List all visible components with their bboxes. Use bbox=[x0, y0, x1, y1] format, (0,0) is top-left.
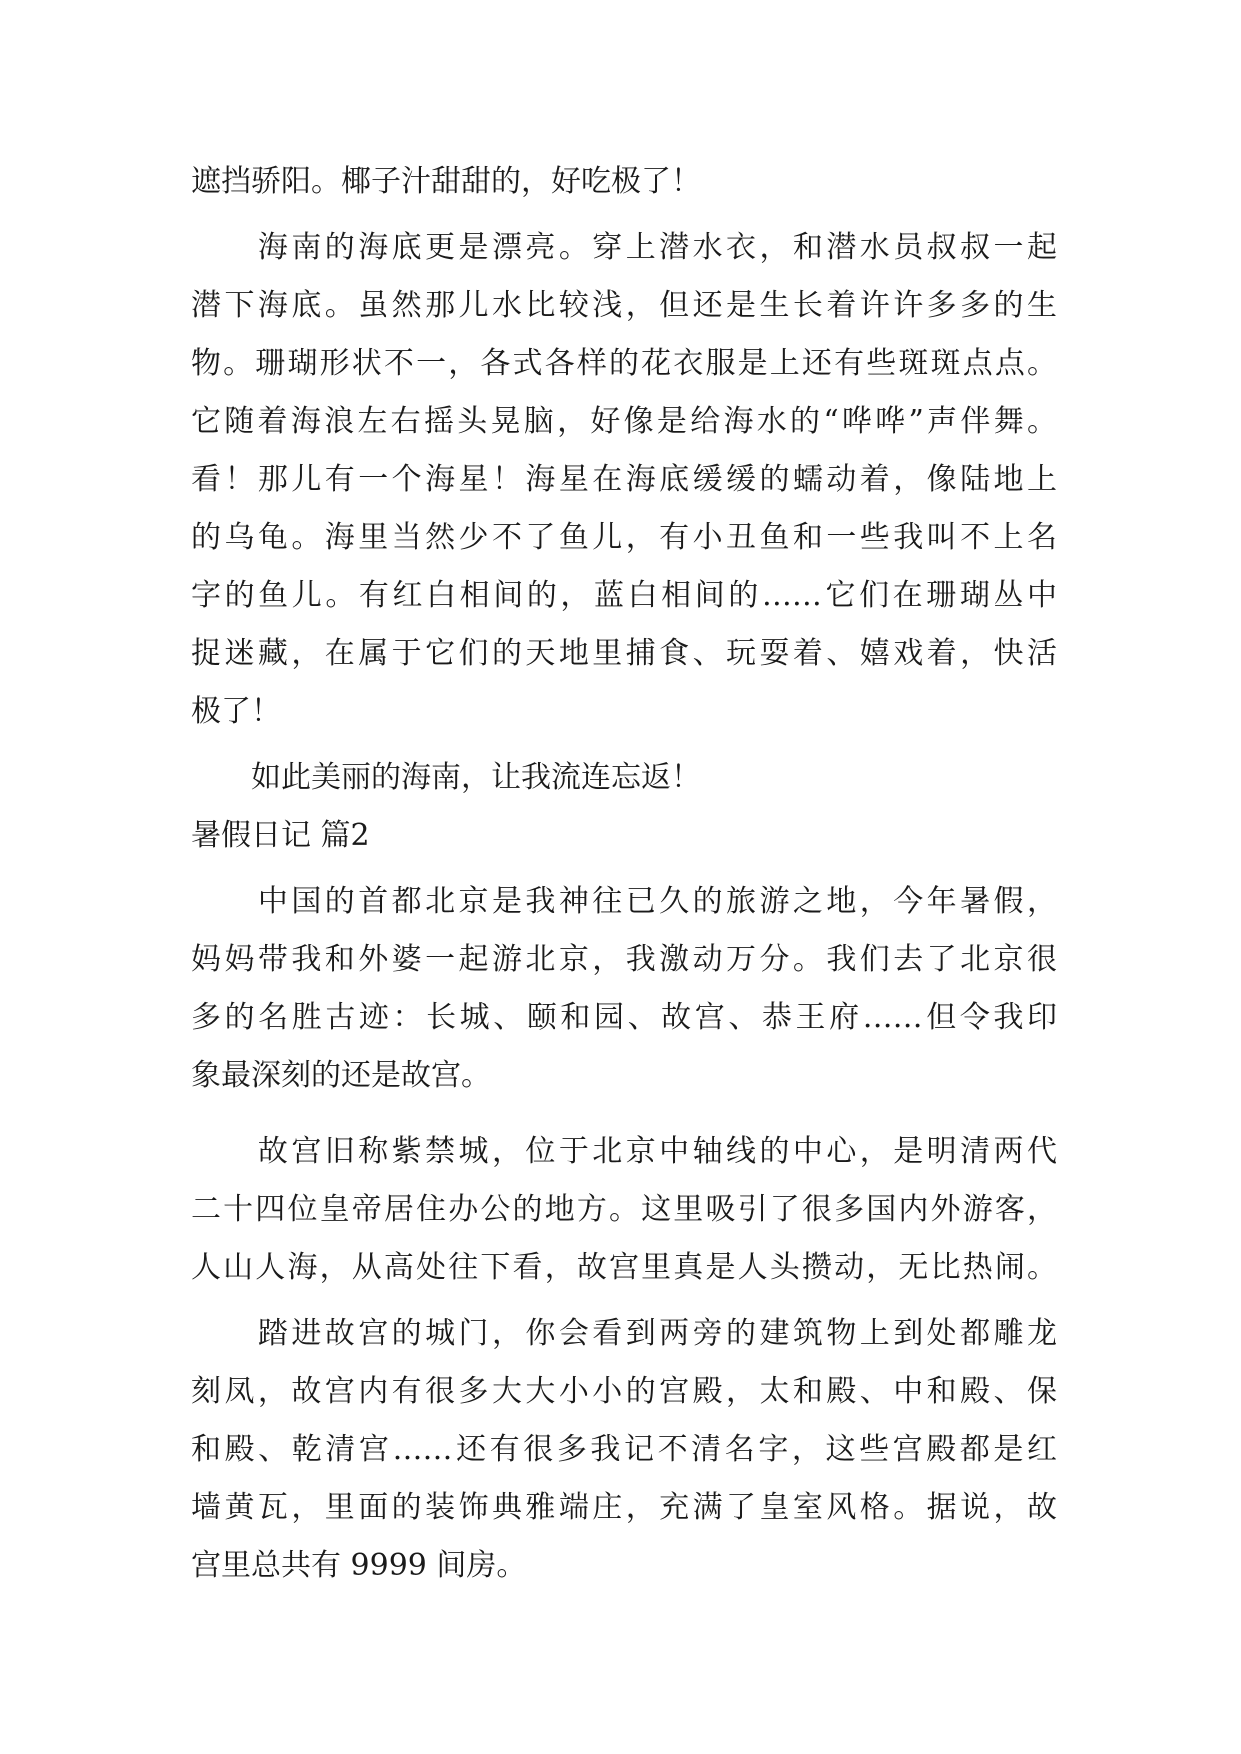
text-line: 的乌龟。海里当然少不了鱼儿，有小丑鱼和一些我叫不上名 bbox=[191, 520, 1057, 555]
text-line: 二十四位皇帝居住办公的地方。这里吸引了很多国内外游客， bbox=[191, 1192, 1057, 1227]
text-line: 多的名胜古迹：长城、颐和园、故宫、恭王府……但令我印 bbox=[191, 1000, 1057, 1035]
text-line: 字的鱼儿。有红白相间的，蓝白相间的……它们在珊瑚丛中 bbox=[191, 578, 1057, 613]
text-line: 极了！ bbox=[191, 694, 281, 729]
text-line: 它随着海浪左右摇头晃脑，好像是给海水的“哗哗”声伴舞。 bbox=[191, 404, 1057, 439]
text-line: 墙黄瓦，里面的装饰典雅端庄，充满了皇室风格。据说，故 bbox=[191, 1490, 1057, 1525]
paragraph-6 bbox=[191, 1305, 1057, 1595]
document-body bbox=[191, 153, 1057, 1595]
text-line: 中国的首都北京是我神往已久的旅游之地，今年暑假， bbox=[191, 884, 1057, 919]
text-line: 海南的海底更是漂亮。穿上潜水衣，和潜水员叔叔一起 bbox=[191, 230, 1057, 265]
section-heading-text: 暑假日记 篇2 bbox=[191, 818, 370, 853]
section-heading bbox=[191, 807, 1057, 865]
text-line: 捉迷藏，在属于它们的天地里捕食、玩耍着、嬉戏着，快活 bbox=[191, 636, 1057, 671]
text-line: 人山人海，从高处往下看，故宫里真是人头攒动，无比热闹。 bbox=[191, 1250, 1057, 1285]
text-line: 宫里总共有 9999 间房。 bbox=[191, 1548, 527, 1583]
text-line: 看！那儿有一个海星！海星在海底缓缓的蠕动着，像陆地上 bbox=[191, 462, 1057, 497]
paragraph-5 bbox=[191, 1123, 1057, 1297]
paragraph-1 bbox=[191, 153, 1057, 211]
paragraph-2 bbox=[191, 219, 1057, 741]
text-line: 遮挡骄阳。椰子汁甜甜的，好吃极了！ bbox=[191, 164, 701, 199]
text-line: 物。珊瑚形状不一，各式各样的花衣服是上还有些斑斑点点。 bbox=[191, 346, 1057, 381]
paragraph-3 bbox=[191, 749, 1057, 807]
text-line: 妈妈带我和外婆一起游北京，我激动万分。我们去了北京很 bbox=[191, 942, 1057, 977]
text-line: 如此美丽的海南，让我流连忘返！ bbox=[191, 760, 701, 795]
text-line: 潜下海底。虽然那儿水比较浅，但还是生长着许许多多的生 bbox=[191, 288, 1057, 323]
text-line: 刻凤，故宫内有很多大大小小的宫殿，太和殿、中和殿、保 bbox=[191, 1374, 1057, 1409]
text-line: 踏进故宫的城门，你会看到两旁的建筑物上到处都雕龙 bbox=[191, 1316, 1057, 1351]
text-line: 象最深刻的还是故宫。 bbox=[191, 1058, 491, 1093]
text-line: 故宫旧称紫禁城，位于北京中轴线的中心，是明清两代 bbox=[191, 1134, 1057, 1169]
text-line: 和殿、乾清宫……还有很多我记不清名字，这些宫殿都是红 bbox=[191, 1432, 1057, 1467]
paragraph-4 bbox=[191, 873, 1057, 1105]
